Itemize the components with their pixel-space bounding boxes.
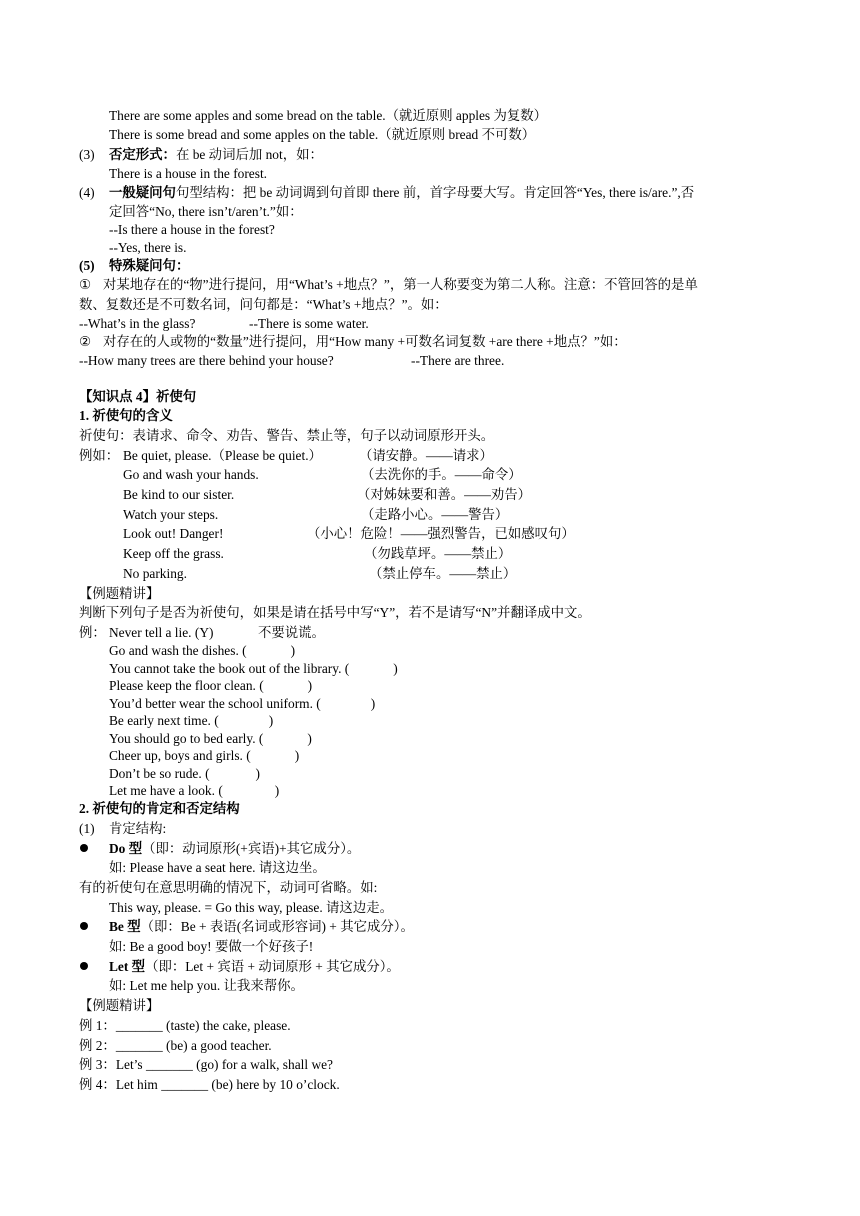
example-en: No parking.: [123, 566, 187, 581]
fill-in-item: 例 4：Let him _______ (be) here by 10 o’clock.: [79, 1077, 340, 1092]
item-number: (5): [79, 258, 95, 273]
special-question-title: 特殊疑问句：: [109, 258, 190, 273]
special-question-rule-1-cont: 数、复数还是不可数名词，问句都是：“What’s +地点？”。如：: [79, 297, 448, 312]
general-question-line: [79, 184, 694, 201]
section-heading: 【知识点 4】祈使句: [79, 389, 197, 404]
practice-item: Please keep the floor clean. ( ): [109, 678, 313, 693]
omit-note: 有的祈使句在意思明确的情况下，动词可省略。如:: [79, 880, 378, 895]
example-en: Go and wash your hands.: [123, 467, 259, 482]
example-en: Watch your steps.: [123, 507, 219, 522]
negative-form-title: 否定形式：: [109, 147, 176, 162]
negative-example: There is a house in the forest.: [109, 166, 268, 181]
practice-item: You should go to bed early. ( ): [109, 731, 312, 746]
general-question-example-1: --Is there a house in the forest?: [109, 222, 275, 237]
practice-item: Let me have a look. ( ): [109, 783, 280, 798]
negative-form-text: 在 be 动词后加 not，如：: [175, 147, 323, 162]
examples-prefix: 例如：: [79, 448, 120, 463]
fill-in-item: 例 2：_______ (be) a good teacher.: [79, 1038, 272, 1053]
example-zh: （走路小心。——警告）: [361, 507, 509, 522]
answer-blank[interactable]: _______: [161, 1077, 209, 1092]
special-question-line: [79, 257, 189, 274]
example-en: Be quiet, please.（Please be quiet.）: [123, 448, 322, 463]
practice-prefix: 例：: [79, 625, 106, 640]
definition: 祈使句：表请求、命令、劝告、警告、禁止等，句子以动词原形开头。: [79, 428, 495, 443]
example-zh: （禁止停车。——禁止）: [369, 566, 517, 581]
bullet-icon: [80, 844, 88, 852]
example-apples: There are some apples and some bread on the table.（就近原则 apples 为复数）: [109, 108, 548, 123]
bullet-icon: [80, 922, 88, 930]
practice-heading: 【例题精讲】: [79, 586, 160, 601]
answer-blank[interactable]: _______: [115, 1018, 163, 1033]
be-type: Be 型（即：Be + 表语(名词或形容词) + 其它成分）。: [109, 919, 414, 934]
omit-example: This way, please. = Go this way, please. 请这边走。: [109, 900, 393, 915]
item-number: (1): [79, 821, 95, 836]
bullet-icon: [80, 962, 88, 970]
example-en: Be kind to our sister.: [123, 487, 235, 502]
example-zh: （对姊妹要和善。——劝告）: [357, 487, 532, 502]
answer-blank[interactable]: _______: [145, 1057, 193, 1072]
practice-item: Be early next time. ( ): [109, 713, 274, 728]
special-question-q1: --What’s in the glass?: [79, 316, 196, 331]
practice-item: You cannot take the book out of the library. ( ): [109, 661, 398, 676]
practice2-heading: 【例题精讲】: [79, 998, 160, 1013]
fill-in-item: 例 1：_______ (taste) the cake, please.: [79, 1018, 291, 1033]
answer-blank[interactable]: _______: [115, 1038, 163, 1053]
item-number: (3): [79, 147, 95, 162]
let-example: 如: Let me help you. 让我来帮你。: [109, 978, 304, 993]
subsection-heading-1: 1. 祈使句的含义: [79, 408, 173, 423]
example-en: Keep off the grass.: [123, 546, 224, 561]
general-question-title: 一般疑问句: [109, 185, 176, 200]
positive-structure: (1) 肯定结构:: [79, 821, 167, 836]
circled-two: ②: [79, 334, 92, 349]
example-zh: （勿践草坪。——禁止）: [364, 546, 512, 561]
negative-form-line: [79, 146, 323, 163]
fill-in-item: 例 3：Let’s _______ (go) for a walk, shall we?: [79, 1057, 334, 1072]
be-example: 如: Be a good boy! 要做一个好孩子!: [109, 939, 314, 954]
example-zh: （去洗你的手。——命令）: [361, 467, 522, 482]
do-example: 如: Please have a seat here. 请这边坐。: [109, 860, 326, 875]
practice-item: Don’t be so rude. ( ): [109, 766, 261, 781]
practice-item: Cheer up, boys and girls. ( ): [109, 748, 300, 763]
do-type: Do 型（即：动词原形(+宾语)+其它成分）。: [109, 841, 361, 856]
example-bread: There is some bread and some apples on the table.（就近原则 bread 不可数）: [109, 127, 536, 142]
practice-instruction: 判断下列句子是否为祈使句，如果是请在括号中写“Y”，若不是请写“N”并翻译成中文。: [79, 605, 591, 620]
special-question-q2: --How many trees are there behind your house?: [79, 353, 334, 368]
practice-first-zh: 不要说谎。: [258, 625, 325, 640]
special-question-a1: --There is some water.: [249, 316, 369, 331]
special-question-a2: --There are three.: [411, 353, 505, 368]
subsection-heading-2: 2. 祈使句的肯定和否定结构: [79, 801, 240, 816]
special-question-rule-2: ② 对存在的人或物的“数量”进行提问，用“How many +可数名词复数 +are there +地点？”如：: [79, 334, 627, 349]
special-question-rule-1: ① 对某地存在的“物”进行提问，用“What’s +地点？”，第一人称要变为第二人称。注意：不管回答的是单: [79, 277, 698, 292]
example-zh: （请安静。——请求）: [359, 448, 493, 463]
example-zh: （小心！危险！——强烈警告，已如感叹句）: [307, 526, 575, 541]
practice-item: You’d better wear the school uniform. ( ): [109, 696, 376, 711]
practice-first: Never tell a lie. (Y): [109, 625, 214, 640]
general-question-example-2: --Yes, there is.: [109, 240, 187, 255]
example-en: Look out! Danger!: [123, 526, 224, 541]
general-question-text: 句型结构：把 be 动词调到句首即 there 前，首字母要大写。肯定回答“Yes, there is/are.”,否: [175, 185, 695, 200]
let-type: Let 型（即：Let + 宾语 + 动词原形 + 其它成分）。: [109, 959, 400, 974]
practice-item: Go and wash the dishes. ( ): [109, 643, 296, 658]
general-question-text-2: 定回答“No, there isn’t/aren’t.”如：: [109, 204, 303, 219]
item-number: (4): [79, 185, 95, 200]
circled-one: ①: [79, 277, 92, 292]
